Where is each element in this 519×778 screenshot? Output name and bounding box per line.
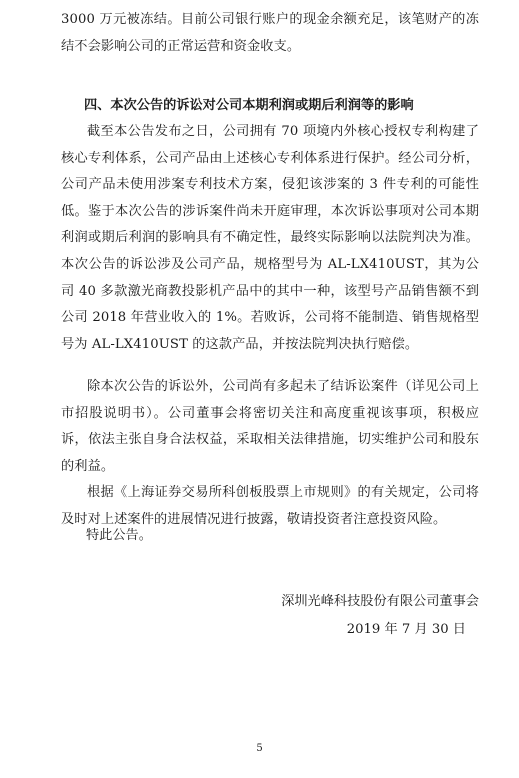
paragraph-asset-freeze-continued: 3000 万元被冻结。目前公司银行账户的现金余额充足，该笔财产的冻结不会影响公司的正常运营和资金收支。 bbox=[61, 12, 479, 54]
paragraph-disclosure-notice: 根据《上海证券交易所科创板股票上市规则》的有关规定，公司将及时对上述案件的进展情况进行披露，敬请投资者注意投资风险。 bbox=[61, 485, 479, 527]
paragraph-profit-impact: 截至本公告发布之日，公司拥有 70 项境内外核心授权专利构建了核心专利体系，公司产品由上述核心专利体系进行保护。经公司分析，公司产品未使用涉案专利技术方案，侵犯该涉案的 3 件专利的可能性低。鉴于本次公告的涉诉案件尚未开庭审理，本次诉讼事项对公司本期利润或期后利润的影响具有不确定性，最终实际影响以法院判决为准。本次公告的诉讼涉及公司产品，规格型号为 AL-LX410UST，其为公司 40 多款激光商教投影机产品中的其中一种，该型号产品销售额不到公司 2018 年营业收入的 1%。若败诉，公司将不能制造、销售规格型号为 AL-LX410UST 的这款产品，并按法院判决执行赔偿。 bbox=[61, 124, 479, 352]
announcement-date: 2019 年 7 月 30 日 bbox=[346, 622, 466, 637]
signatory-board: 深圳光峰科技股份有限公司董事会 bbox=[281, 594, 479, 609]
paragraph-other-litigation: 除本次公告的诉讼外，公司尚有多起未了结诉讼案件（详见公司上市招股说明书）。公司董事会将密切关注和高度重视该事项，积极应诉，依法主张自身合法权益，采取相关法律措施，切实维护公司和股东的利益。 bbox=[61, 379, 479, 474]
closing-statement: 特此公告。 bbox=[86, 528, 152, 543]
section-heading-profit-impact: 四、本次公告的诉讼对公司本期利润或期后利润等的影响 bbox=[84, 98, 414, 113]
page-number: 5 bbox=[256, 743, 263, 754]
